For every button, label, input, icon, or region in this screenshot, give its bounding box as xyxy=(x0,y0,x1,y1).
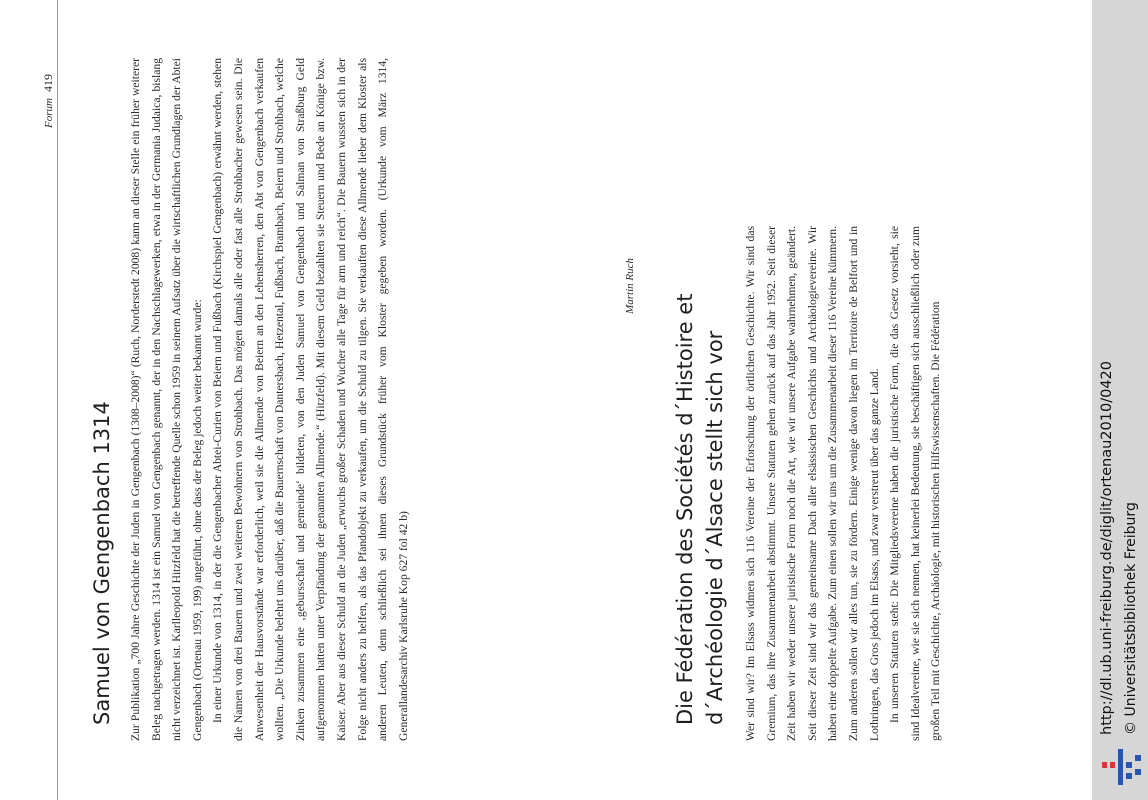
article2-title xyxy=(670,255,750,725)
article1-paragraph: In einer Urkunde von 1314, in der die Gengenbacher Abtei-Curien von Beiern und Fußbach (Kirchspiel Gengenbach) erwähnt werden, stehen die Namen von drei Bauern und zwei weiteren Bewohnern von Strohbach. Das mögen damals alle oder fast alle Strohbacher gewesen sein. Die Anwesenheit der Hausvorstände war erforderlich, weil sie die Allmende von Beiern an den Lehensherren, den Abt von Gengenbach verkaufen wollten. „Die Urkunde belehrt uns darüber, daß die Bauernschaft von Dantersbach, Hetzental, Fußbach, Brambach, Beiern und Strohbach, welche Zinken zusammen eine ‚gebursschaft und gemeinde‘ bildeten, von den Juden Samuel von Gengenbach und Salman von Straßburg Geld aufgenommen hatten unter Verpfändung der genannten Allmende.“ (Hitzfeld). Mit diesem Geld bezahlten sie Steuern und Bede an Könige bzw. Kaiser. Aber aus dieser Schuld an die Juden „erwuchs großer Schaden und Wucher alle Tage für arm und reich“. Die Bauern wussten sich in der Folge nicht anders zu helfen, als das Pfandobjekt zu verkaufen, um die Schuld zu tilgen. Sie verkauften diese Allmende lieber dem Kloster als anderen Leuten, denn schließlich sei ihnen dieses Grundstück früher vom Kloster gegeben worden. (Urkunde vom März 1314, Generallandesarchiv Karlsruhe Kop 627 fol 42 b) xyxy=(211,58,410,741)
article1-paragraph: Zur Publikation „700 Jahre Geschichte der Juden in Gengenbach (1308–2008)“ (Ruch, Norderstedt 2008) kann an dieser Stelle ein früher weiterer Beleg nachgetragen werden. 1314 ist ein Samuel von Gengenbach genannt, der in den Nachschlagewerken, etwa in der Germania Judaica, bislang nicht verzeichnet ist. Karlleopold Hitzfeld hat die betreffende Quelle schon 1959 in seinem Aufsatz über die wirtschaftlichen Grundlagen der Abtei Gengenbach (Ortenau 1959, 199) angeführt, ohne dass der Beleg jedoch weiter bekannt wurde: xyxy=(129,58,204,741)
article2-paragraph: In unseren Statuten steht: Die Mitgliedsvereine haben die juristische Form, die das Gesetz vorsieht, sie sind Idealvereine, wie sie sich nennen, hat keinerlei Bedeutung, sie beschäftigen sich ausschließlich oder zum großen Teil mit Geschichte, Archäologie, mit historischen Hilfswissenschaften. Die Fédération xyxy=(888,226,943,741)
running-head xyxy=(38,38,58,128)
article2-body xyxy=(741,226,1041,741)
source-url-link[interactable]: http://dl.ub.uni-freiburg.de/diglit/ortenau2010/0420 xyxy=(1099,361,1115,735)
copyright-notice: © Universitätsbibliothek Freiburg xyxy=(1123,502,1139,735)
running-head-label: Forum xyxy=(43,98,55,128)
article2-title-line: d´Archéologie d´Alsace stellt sich vor xyxy=(703,330,727,725)
article2-paragraph: Wer sind wir? Im Elsass widmen sich 116 Vereine der Erforschung der örtlichen Geschichte. Wir sind das Gremium, das ihre Zusammenarbeit abstimmt. Unsere Statuten gehen zurück auf das Jahr 1952. Seit dieser Zeit haben wir weder unsere juristische Form noch die Art, wie wir unsere Aufgabe wahrnehmen, geändert. Seit dieser Zeit sind wir das gemeinsame Dach aller elsässischen Geschichts und Archäologievereine. Wir haben eine doppelte Aufgabe. Zum einen sollen wir uns um die Zusammenarbeit dieser 116 Vereine kümmern. Zum anderen sollen wir alles tun, sie zu fördern. Einige wenige davon liegen im Territoire de Belfort und in Lothringen, das Gros jedoch im Elsass, und zwar verstreut über das ganze Land. xyxy=(744,226,881,741)
library-logo-icon xyxy=(1100,745,1144,789)
article1-body xyxy=(126,58,656,741)
article2-title-line: Die Fédération des Sociétés d´Histoire et xyxy=(673,293,697,725)
page-number: 419 xyxy=(41,74,55,93)
article1-author: Martin Ruch xyxy=(624,258,636,314)
article1-title: Samuel von Gengenbach 1314 xyxy=(90,401,114,725)
